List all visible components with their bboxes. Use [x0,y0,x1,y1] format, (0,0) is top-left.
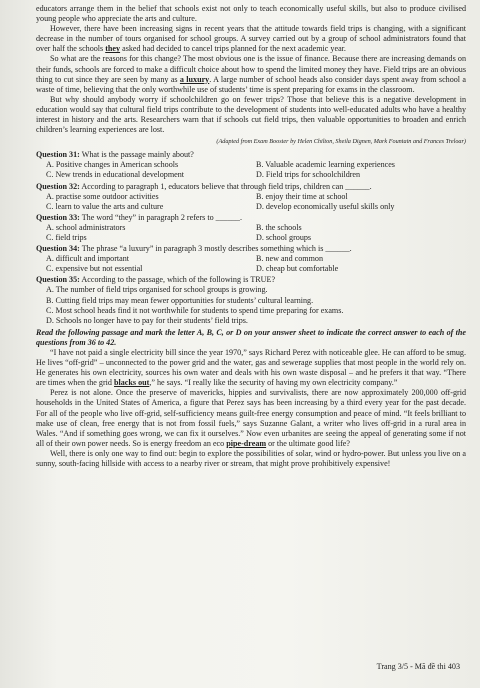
passage2-paragraph-1 [36,348,466,388]
text-run: . A large number of school heads also consider days spent away from school a waste of time, believing that the only worthwhile use of students’ time is spent preparing for exams in the classroom. [36,74,466,94]
text-run: “I have not paid a single electricity bill since the year 1970,” says Richard Perez with noticeable glee. He can afford to be smug. He lives “off-grid” – unconnected to the power grid and the water, gas and sewerage supplies that most people in the world rely on. He generates his own electricity, sources his own water and deals with his own waste disposal – and he prefers it that way. “There are times when the grid [36,348,466,388]
passage2-paragraph-3: Well, there is only one way to find out: begin to explore the possibilities of solar, wind or hydro-power. But unless you live on a sunny, south-facing hillside with access to a nearby river or stream, that might prove prohibitively expensive! [36,448,466,469]
option-a[interactable]: A. difficult and important [46,254,130,264]
section-directions: Read the following passage and mark the letter A, B, C, or D on your answer sheet to indicate the correct answer to each of the questions from 36 to 42. [36,327,466,347]
text-run: ,” he says. “I really like the security of having my own electricity company.” [149,378,398,388]
passage1-paragraph-1: educators arrange them in the belief that schools exist not only to teach economically useful skills, but also to produce civilised young people who appreciate the arts and culture. [36,4,466,24]
question-32 [36,182,466,212]
option-a[interactable]: A. Positive changes in American schools [46,160,179,170]
keyword-blacks-out: blacks out [114,378,150,388]
keyword-a-luxury: a luxury [179,74,210,84]
text-run: asked had decided to cancel trips planned for the next academic year. [120,44,346,54]
option-a[interactable]: A. practise some outdoor activities [46,191,159,201]
passage1-paragraph-3 [36,54,466,94]
option-d[interactable]: D. Schools no longer have to pay for their students’ field trips. [46,315,248,325]
question-stem: According to paragraph 1, educators believe that through field trips, children can ______. [79,181,372,191]
option-d[interactable]: D. cheap but comfortable [256,264,339,274]
question-stem: According to the passage, which of the following is TRUE? [79,275,276,285]
option-a[interactable]: A. school administrators [46,222,126,232]
option-d[interactable]: D. Field trips for schoolchildren [256,170,361,180]
text-run: Perez is not alone. Once the preserve of mavericks, hippies and survivalists, there are now approximately 200,000 off-grid households in the United States of America, a figure that Perez says has been increasing by a third every year for the past decade. For all of the people who live off-grid, self-sufficiency means guilt-free energy consumption and peace of mind. “It feels brilliant to make use of clean, free energy that is not from fossil fuels,” says Suzanne Galant, a writer who lives off-grid in a rural area in Wales. “And if something goes wrong, we can fix it ourselves.” Now even urbanites are seeing the appeal of generating some if not all of their own power needs. So is energy freedom an eco [36,388,466,448]
option-d[interactable]: D. develop economically useful skills only [256,201,395,211]
question-label: Question 34: [36,244,80,254]
option-a[interactable]: A. The number of field trips organised for school groups is growing. [46,285,268,295]
text-run: However, there have been increasing signs in recent years that the attitude towards field trips is changing, with a significant decrease in the number of tours organised for school groups. A survey carried out by a group of school administrators found that over half the schools [36,24,466,54]
text-run: So what are the reasons for this change? The most obvious one is the issue of finance. Because there are increasing demands on their funds, schools are forced to make a difficult choice about how to spend the limited money they have. Field trips are an obvious thing to cut since they are seen by many as [36,54,466,84]
option-c[interactable]: C. New trends in educational development [46,170,185,180]
option-b[interactable]: B. the schools [256,222,302,232]
question-label: Question 31: [36,150,80,160]
page-footer: Trang 3/5 - Mã đề thi 403 [376,662,460,671]
option-c[interactable]: C. learn to value the arts and culture [46,201,164,211]
option-b[interactable]: B. Cutting field trips may mean fewer opportunities for students’ cultural learning. [46,295,314,305]
passage2-paragraph-2 [36,388,466,449]
question-stem: The word “they” in paragraph 2 refers to ______. [79,212,242,222]
option-b[interactable]: B. new and common [256,254,323,264]
question-35 [36,275,466,325]
page-content [36,4,466,469]
question-stem: The phrase “a luxury” in paragraph 3 mostly describes something which is ______. [79,244,352,254]
option-c[interactable]: C. field trips [46,232,87,242]
question-34 [36,244,466,274]
source-citation: (Adapted from Exam Booster by Helen Chilton, Sheila Dignen, Mark Fountain and Frances Treloar) [216,138,466,146]
question-label: Question 35: [36,275,80,285]
option-c[interactable]: C. expensive but not essential [46,264,143,274]
option-d[interactable]: D. school groups [256,232,312,242]
option-b[interactable]: B. enjoy their time at school [256,191,348,201]
passage1-paragraph-2 [36,24,466,54]
option-b[interactable]: B. Valuable academic learning experiences [256,160,395,170]
question-label: Question 33: [36,212,80,222]
keyword-they: they [105,44,121,54]
question-label: Question 32: [36,181,80,191]
question-33 [36,213,466,243]
question-31 [36,150,466,180]
keyword-pipe-dream: pipe-dream [226,438,267,448]
text-run: or the ultimate good life? [266,438,350,448]
option-c[interactable]: C. Most school heads find it not worthwhile for students to spend time preparing for exams. [46,305,344,315]
question-stem: What is the passage mainly about? [79,150,194,160]
passage1-paragraph-4: But why should anybody worry if schoolchildren go on fewer trips? Those that believe this is a negative development in education would say that cultural field trips contribute to the development of students into well-educated adults who have a healthy interest in history and the arts. Researchers warn that if schools cut field trips, then valuable opportunities to broaden and enrich children’s learning experiences are lost. [36,94,466,135]
